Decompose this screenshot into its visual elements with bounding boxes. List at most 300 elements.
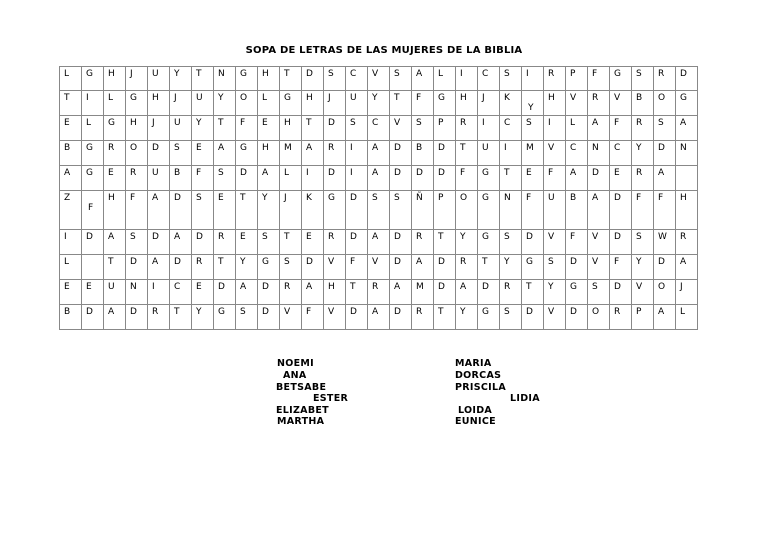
grid-letter: A: [372, 168, 379, 178]
grid-cell: [60, 255, 82, 280]
grid-letter: L: [284, 168, 290, 178]
grid-row: [60, 280, 698, 305]
grid-letter: V: [284, 307, 291, 317]
grid-letter: T: [306, 118, 312, 128]
grid-letter: E: [614, 168, 620, 178]
grid-cell: [566, 67, 588, 91]
grid-letter: G: [526, 257, 533, 267]
grid-letter: R: [218, 232, 225, 242]
grid-cell: [478, 280, 500, 305]
grid-letter: D: [526, 307, 533, 317]
grid-cell: [478, 255, 500, 280]
grid-cell: [654, 230, 676, 255]
grid-cell: [412, 91, 434, 116]
grid-cell: [456, 280, 478, 305]
grid-cell: [214, 141, 236, 166]
grid-cell: [280, 280, 302, 305]
grid-cell: [544, 191, 566, 230]
grid-letter: V: [548, 307, 555, 317]
grid-cell: [258, 91, 280, 116]
grid-cell: [148, 166, 170, 191]
grid-letter: S: [218, 168, 224, 178]
grid-letter: F: [306, 307, 312, 317]
grid-cell: [236, 67, 258, 91]
grid-cell: [324, 116, 346, 141]
grid-cell: [544, 255, 566, 280]
grid-cell: [500, 141, 522, 166]
grid-letter: P: [636, 307, 642, 317]
grid-cell: [390, 230, 412, 255]
grid-letter: F: [350, 257, 356, 267]
grid-cell: [522, 166, 544, 191]
grid-letter: H: [328, 282, 335, 292]
grid-cell: [412, 67, 434, 91]
grid-letter: R: [130, 168, 137, 178]
grid-cell: [390, 255, 412, 280]
grid-cell: [434, 67, 456, 91]
grid-cell: [588, 91, 610, 116]
grid-cell: [610, 305, 632, 330]
grid-cell: [566, 280, 588, 305]
grid-cell: [302, 255, 324, 280]
grid-letter: Y: [174, 69, 180, 79]
grid-letter: G: [482, 307, 489, 317]
grid-letter: D: [328, 168, 335, 178]
grid-letter: G: [240, 143, 247, 153]
grid-cell: [214, 255, 236, 280]
grid-cell: [302, 116, 324, 141]
page-title: SOPA DE LETRAS DE LAS MUJERES DE LA BIBLIA: [245, 45, 523, 56]
grid-cell: [236, 280, 258, 305]
grid-cell: [170, 255, 192, 280]
grid-letter: A: [680, 257, 687, 267]
grid-letter: N: [130, 282, 137, 292]
grid-cell: [390, 141, 412, 166]
grid-letter: I: [504, 143, 507, 153]
grid-cell: [522, 116, 544, 141]
grid-letter: R: [636, 118, 643, 128]
grid-letter: E: [526, 168, 532, 178]
grid-cell: [236, 141, 258, 166]
grid-cell: [104, 230, 126, 255]
grid-letter: D: [438, 257, 445, 267]
grid-letter: E: [108, 168, 114, 178]
grid-cell: [104, 116, 126, 141]
grid-letter: F: [196, 168, 202, 178]
grid-letter: D: [394, 143, 401, 153]
word-list-item: BETSABE: [276, 382, 327, 393]
grid-cell: [192, 230, 214, 255]
grid-cell: [654, 280, 676, 305]
grid-letter: A: [460, 282, 467, 292]
grid-letter: G: [614, 69, 621, 79]
grid-letter: A: [108, 232, 115, 242]
grid-letter: S: [416, 118, 422, 128]
grid-cell: [280, 305, 302, 330]
grid-letter: O: [592, 307, 600, 317]
grid-letter: R: [614, 307, 621, 317]
grid-cell: [676, 141, 698, 166]
grid-cell: [82, 91, 104, 116]
grid-letter: F: [592, 69, 598, 79]
grid-cell: [588, 67, 610, 91]
grid-cell: [82, 230, 104, 255]
grid-cell: [632, 166, 654, 191]
grid-cell: [610, 191, 632, 230]
grid-cell: [104, 166, 126, 191]
grid-letter: D: [262, 307, 269, 317]
grid-letter: D: [658, 143, 665, 153]
grid-row: [60, 67, 698, 91]
grid-cell: [148, 230, 170, 255]
grid-letter: H: [548, 93, 555, 103]
grid-letter: A: [306, 143, 313, 153]
grid-letter: T: [460, 143, 466, 153]
grid-cell: [632, 91, 654, 116]
grid-letter: S: [196, 193, 202, 203]
grid-letter: A: [416, 69, 423, 79]
grid-cell: [566, 166, 588, 191]
grid-cell: [104, 255, 126, 280]
grid-cell: [368, 280, 390, 305]
grid-letter: I: [306, 168, 309, 178]
grid-cell: [192, 305, 214, 330]
grid-letter: Y: [528, 103, 534, 113]
grid-letter: D: [86, 307, 93, 317]
grid-cell: [302, 67, 324, 91]
grid-letter: F: [526, 193, 532, 203]
grid-letter: G: [482, 193, 489, 203]
grid-cell: [192, 141, 214, 166]
grid-cell: [214, 91, 236, 116]
grid-cell: [610, 91, 632, 116]
grid-cell: [236, 116, 258, 141]
grid-letter: R: [548, 69, 555, 79]
grid-cell: [126, 166, 148, 191]
grid-cell: [500, 116, 522, 141]
grid-cell: [104, 305, 126, 330]
grid-letter: A: [174, 232, 181, 242]
grid-letter: I: [548, 118, 551, 128]
grid-letter: O: [240, 93, 248, 103]
grid-cell: [104, 67, 126, 91]
grid-letter: Y: [504, 257, 510, 267]
grid-letter: D: [438, 143, 445, 153]
grid-letter: A: [394, 282, 401, 292]
grid-cell: [522, 305, 544, 330]
grid-letter: J: [328, 93, 331, 103]
grid-letter: A: [658, 307, 665, 317]
grid-cell: [610, 116, 632, 141]
grid-letter: U: [548, 193, 555, 203]
grid-letter: S: [504, 307, 510, 317]
grid-cell: [434, 230, 456, 255]
grid-cell: [654, 116, 676, 141]
grid-cell: [434, 280, 456, 305]
grid-letter: N: [218, 69, 225, 79]
grid-letter: U: [108, 282, 115, 292]
grid-letter: O: [658, 282, 666, 292]
grid-cell: [456, 67, 478, 91]
grid-cell: [170, 67, 192, 91]
grid-letter: I: [526, 69, 529, 79]
grid-letter: D: [394, 168, 401, 178]
grid-cell: [544, 141, 566, 166]
grid-letter: D: [328, 118, 335, 128]
grid-cell: [258, 67, 280, 91]
grid-cell: [192, 91, 214, 116]
grid-cell: [478, 67, 500, 91]
grid-cell: [544, 166, 566, 191]
grid-cell: [632, 280, 654, 305]
grid-letter: D: [350, 307, 357, 317]
grid-cell: [324, 280, 346, 305]
grid-cell: [676, 67, 698, 91]
grid-cell: [104, 91, 126, 116]
grid-letter: E: [64, 282, 70, 292]
grid-cell: [676, 91, 698, 116]
grid-letter: D: [306, 257, 313, 267]
grid-letter: Y: [460, 307, 466, 317]
grid-letter: R: [416, 232, 423, 242]
grid-letter: H: [130, 118, 137, 128]
grid-cell: [456, 255, 478, 280]
grid-letter: W: [658, 232, 667, 242]
grid-cell: [60, 280, 82, 305]
grid-cell: [324, 166, 346, 191]
word-list-item: EUNICE: [455, 416, 496, 427]
grid-cell: [82, 280, 104, 305]
grid-cell: [60, 166, 82, 191]
grid-letter: B: [64, 307, 71, 317]
grid-letter: T: [438, 307, 444, 317]
grid-letter: F: [416, 93, 422, 103]
grid-cell: [676, 255, 698, 280]
grid-letter: U: [196, 93, 203, 103]
grid-letter: B: [64, 143, 71, 153]
grid-letter: Y: [460, 232, 466, 242]
grid-letter: S: [526, 118, 532, 128]
grid-letter: B: [636, 93, 643, 103]
grid-cell: [60, 67, 82, 91]
word-list-item: DORCAS: [455, 370, 502, 381]
grid-letter: R: [504, 282, 511, 292]
grid-cell: [148, 191, 170, 230]
grid-letter: I: [64, 232, 67, 242]
grid-letter: A: [152, 193, 159, 203]
grid-cell: [610, 166, 632, 191]
grid-cell: [566, 305, 588, 330]
grid-letter: R: [592, 93, 599, 103]
grid-cell: [368, 67, 390, 91]
grid-letter: C: [614, 143, 621, 153]
word-list-item: ANA: [283, 370, 307, 381]
grid-cell: [566, 91, 588, 116]
grid-letter: S: [262, 232, 268, 242]
grid-letter: G: [218, 307, 225, 317]
grid-cell: [302, 166, 324, 191]
grid-cell: [148, 116, 170, 141]
grid-cell: [566, 191, 588, 230]
grid-letter: D: [174, 257, 181, 267]
grid-letter: D: [482, 282, 489, 292]
grid-letter: U: [350, 93, 357, 103]
grid-letter: I: [460, 69, 463, 79]
grid-letter: R: [636, 168, 643, 178]
grid-cell: [676, 280, 698, 305]
grid-cell: [566, 116, 588, 141]
grid-cell: [632, 116, 654, 141]
grid-cell: [192, 191, 214, 230]
grid-cell: [214, 191, 236, 230]
grid-letter: U: [482, 143, 489, 153]
grid-cell: [170, 191, 192, 230]
grid-cell: [632, 230, 654, 255]
grid-letter: V: [570, 93, 577, 103]
grid-cell: [280, 166, 302, 191]
grid-letter: A: [64, 168, 71, 178]
grid-cell: [412, 280, 434, 305]
grid-letter: J: [130, 69, 133, 79]
grid-cell: [390, 67, 412, 91]
grid-letter: G: [130, 93, 137, 103]
grid-letter: H: [284, 118, 291, 128]
grid-letter: F: [88, 203, 94, 213]
grid-cell: [126, 67, 148, 91]
grid-cell: [544, 305, 566, 330]
grid-cell: [412, 191, 434, 230]
grid-cell: [324, 305, 346, 330]
grid-letter: S: [658, 118, 664, 128]
grid-letter: L: [680, 307, 686, 317]
grid-letter: A: [152, 257, 159, 267]
grid-cell: [390, 116, 412, 141]
grid-cell: [610, 255, 632, 280]
grid-cell: [280, 91, 302, 116]
grid-row: [60, 255, 698, 280]
grid-cell: [676, 116, 698, 141]
word-list-item: MARTHA: [277, 416, 325, 427]
grid-cell: [214, 67, 236, 91]
grid-letter: E: [262, 118, 268, 128]
grid-letter: C: [504, 118, 511, 128]
grid-letter: B: [570, 193, 577, 203]
grid-cell: [82, 141, 104, 166]
grid-letter: A: [372, 143, 379, 153]
grid-cell: [60, 191, 82, 230]
grid-cell: [170, 305, 192, 330]
grid-letter: S: [328, 69, 334, 79]
grid-letter: F: [658, 193, 664, 203]
grid-cell: [368, 166, 390, 191]
grid-letter: G: [108, 118, 115, 128]
grid-cell: [82, 166, 104, 191]
grid-letter: Y: [372, 93, 378, 103]
grid-letter: D: [680, 69, 687, 79]
grid-cell: [544, 67, 566, 91]
grid-row: [60, 91, 698, 116]
grid-letter: D: [614, 282, 621, 292]
grid-letter: R: [416, 307, 423, 317]
grid-letter: Y: [262, 193, 268, 203]
grid-cell: [302, 91, 324, 116]
grid-cell: [500, 230, 522, 255]
grid-letter: V: [372, 69, 379, 79]
grid-cell: [258, 141, 280, 166]
grid-cell: [346, 141, 368, 166]
grid-letter: R: [460, 257, 467, 267]
grid-letter: D: [240, 168, 247, 178]
grid-letter: T: [240, 193, 246, 203]
grid-cell: [456, 191, 478, 230]
grid-letter: C: [570, 143, 577, 153]
grid-cell: [522, 191, 544, 230]
grid-cell: [82, 255, 104, 280]
grid-cell: [368, 255, 390, 280]
grid-cell: [324, 191, 346, 230]
grid-cell: [258, 305, 280, 330]
grid-cell: [280, 116, 302, 141]
grid-cell: [412, 255, 434, 280]
grid-letter: O: [658, 93, 666, 103]
grid-letter: D: [174, 193, 181, 203]
grid-cell: [192, 116, 214, 141]
grid-letter: Y: [636, 257, 642, 267]
grid-cell: [192, 166, 214, 191]
grid-cell: [610, 67, 632, 91]
grid-letter: D: [570, 307, 577, 317]
grid-letter: F: [240, 118, 246, 128]
grid-cell: [214, 280, 236, 305]
grid-letter: S: [548, 257, 554, 267]
grid-letter: D: [526, 232, 533, 242]
grid-cell: [412, 230, 434, 255]
grid-cell: [610, 141, 632, 166]
grid-letter: C: [174, 282, 181, 292]
grid-cell: [456, 230, 478, 255]
grid-cell: [654, 67, 676, 91]
grid-cell: [390, 191, 412, 230]
grid-row: [60, 166, 698, 191]
grid-letter: R: [108, 143, 115, 153]
grid-letter: D: [614, 232, 621, 242]
grid-cell: [148, 305, 170, 330]
grid-letter: A: [592, 118, 599, 128]
grid-letter: D: [262, 282, 269, 292]
grid-cell: [104, 141, 126, 166]
grid-cell: [126, 280, 148, 305]
grid-letter: J: [680, 282, 683, 292]
grid-cell: [302, 305, 324, 330]
grid-letter: A: [372, 307, 379, 317]
grid-cell: [500, 280, 522, 305]
grid-cell: [434, 191, 456, 230]
grid-letter: D: [592, 168, 599, 178]
grid-letter: A: [262, 168, 269, 178]
grid-cell: [236, 166, 258, 191]
grid-letter: S: [394, 193, 400, 203]
grid-cell: [346, 230, 368, 255]
grid-letter: A: [592, 193, 599, 203]
grid-letter: N: [592, 143, 599, 153]
grid-letter: D: [350, 193, 357, 203]
grid-letter: G: [284, 93, 291, 103]
grid-letter: H: [262, 69, 269, 79]
grid-letter: E: [240, 232, 246, 242]
grid-letter: R: [152, 307, 159, 317]
grid-cell: [412, 166, 434, 191]
grid-letter: T: [284, 232, 290, 242]
